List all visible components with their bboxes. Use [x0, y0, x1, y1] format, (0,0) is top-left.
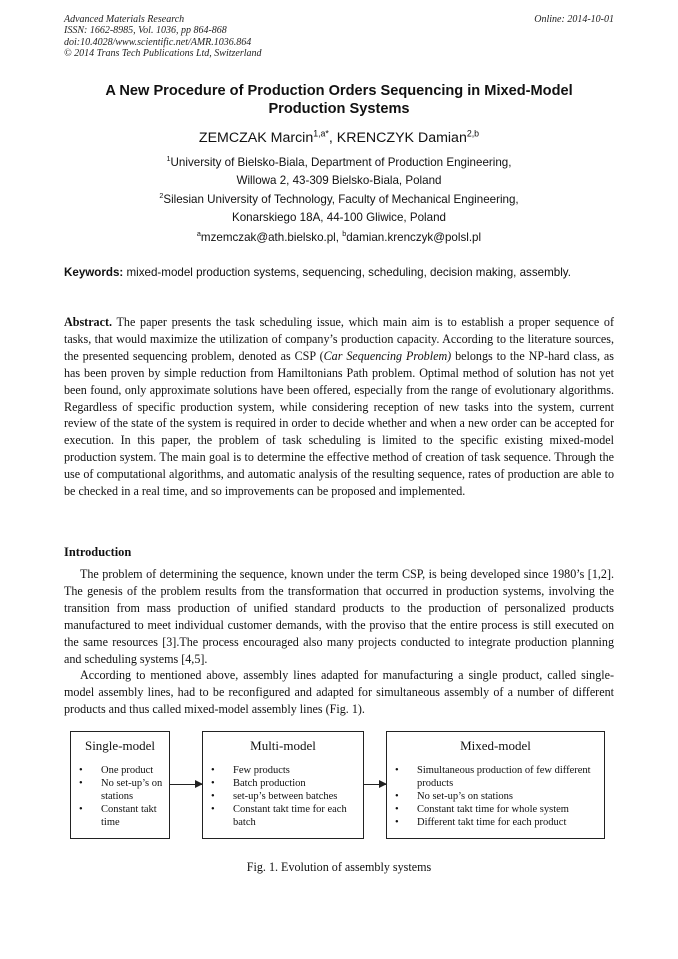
mixed-model-list [387, 764, 604, 829]
mixed-model-box [386, 731, 605, 839]
aff-1-line-1: University of Bielsko-Biala, Department of Production Engineering, [170, 156, 512, 169]
intro-paragraph-1: The problem of determining the sequence, known under the term CSP, is being developed since 1980’s [1,2]. The genesis of the problem results from the transformation that occurred in production systems, involving the transition from mass production of unified standard products to the production of personalized products manufactured to meet individual customer demands, with the proviso that the entire process is still executed on the same resources [3].The process encouraged also many projects conducted to integrate production planning and scheduling systems [4,5]. [64, 567, 614, 666]
multi-model-list [203, 764, 363, 829]
author-2: KRENCZYK Damian [336, 130, 467, 146]
affiliation-2 [64, 191, 614, 226]
multi-model-title: Multi-model [250, 738, 316, 753]
paper-title [64, 82, 614, 118]
list-item: • set-up’s between batches [211, 790, 359, 803]
list-item: • Constant takt time [79, 803, 165, 829]
online-date: Online: 2014-10-01 [534, 14, 614, 25]
journal-header [64, 14, 614, 60]
keywords-section [64, 265, 614, 281]
journal-name: Advanced Materials Research [64, 14, 185, 25]
list-item: • Few products [211, 764, 359, 777]
aff-2-sup: 2 [159, 191, 164, 201]
figure-caption: Fig. 1. Evolution of assembly systems [246, 860, 432, 874]
list-item: • No set-up’s on stations [395, 790, 600, 803]
author-1: ZEMCZAK Marcin [198, 130, 314, 146]
doi-line: doi:10.4028/www.scientific.net/AMR.1036.864 [64, 36, 252, 48]
email-line [64, 229, 614, 247]
aff-1-line-2: Willowa 2, 43-309 Bielsko-Biala, Poland [236, 173, 442, 187]
single-model-list [71, 764, 169, 829]
email-a-sup: a [196, 229, 201, 239]
single-model-box [70, 731, 170, 839]
affiliation-1 [64, 154, 614, 189]
abstract-italic: Car Sequencing Problem) [323, 348, 452, 363]
list-item: • Constant takt time for each batch [211, 803, 359, 829]
list-item: • Different takt time for each product [395, 816, 600, 829]
mixed-model-title: Mixed-model [460, 738, 531, 753]
abstract-text-1: The paper presents the task scheduling issue, which main aim is to establish a proper sequence of tasks, that would maximize the utilization of company’s production capacity. According to the literature sources, the presented sequencing problem, denoted as CSP ( [64, 315, 614, 363]
list-item: • One product [79, 764, 165, 777]
intro-paragraph-2: According to mentioned above, assembly lines adapted for manufacturing a single product, called single-model assembly lines, had to be reconfigured and adapted for simultaneous assembly of a number of different products and thus called mixed-model assembly lines (Fig. 1). [64, 668, 614, 717]
list-item: • Batch production [211, 777, 359, 790]
aff-2-line-1: Silesian University of Technology, Faculty of Mechanical Engineering, [163, 193, 519, 206]
issn-line: ISSN: 1662-8985, Vol. 1036, pp 864-868 [64, 25, 227, 37]
arrow-2 [363, 784, 386, 785]
copyright-line: © 2014 Trans Tech Publications Ltd, Switzerland [64, 48, 262, 60]
author-line [64, 130, 614, 146]
email-a: mzemczak@ath.bielsko.pl, [200, 231, 343, 244]
arrow-1 [169, 784, 202, 785]
single-model-title: Single-model [84, 738, 156, 753]
title-line-2: Production Systems [268, 101, 410, 117]
author-2-sup: 2,b [466, 128, 480, 139]
email-b-sup: b [342, 229, 347, 239]
list-item: • No set-up’s on stations [79, 777, 165, 803]
abstract-section [64, 314, 614, 500]
list-item: • Simultaneous production of few different products [395, 764, 600, 790]
aff-1-sup: 1 [166, 154, 171, 164]
abstract-label: Abstract. [64, 315, 113, 329]
email-b: damian.krenczyk@polsl.pl [346, 231, 482, 244]
author-1-sup: 1,a* [313, 128, 329, 139]
introduction-heading: Introduction [64, 545, 132, 559]
multi-model-box [202, 731, 364, 839]
list-item: • Constant takt time for whole system [395, 803, 600, 816]
keywords-text: mixed-model production systems, sequencing, scheduling, decision making, assembly. [123, 266, 571, 279]
aff-2-line-2: Konarskiego 18A, 44-100 Gliwice, Poland [232, 210, 446, 224]
keywords-label: Keywords: [64, 266, 124, 279]
abstract-text-2: belongs to the NP-hard class, as has been proven by simple reduction from Hamiltonians Path problem. Optimal method of solution has not yet been found, only approximate solutions have been offered, especially from the range of evolutionary algorithms. Regardless of specific production system, while considering reception of new tasks into the system, current review of the state of the system is required in order to decide whether and when a new order can be accepted for execution. In this paper, the problem of task scheduling is limited to the specific existing mixed-model production system. The main goal is to determine the effective method of creation of task sequence. Through the use of computational algorithms, and automatic analysis of the resulting sequence, rates of production are able to be checked in a real time, and so improvements can be proposed and implemented. [64, 348, 614, 499]
title-line-1: A New Procedure of Production Orders Sequencing in Mixed-Model [105, 83, 573, 99]
introduction-body [64, 566, 614, 718]
author-separator: , [328, 130, 337, 146]
